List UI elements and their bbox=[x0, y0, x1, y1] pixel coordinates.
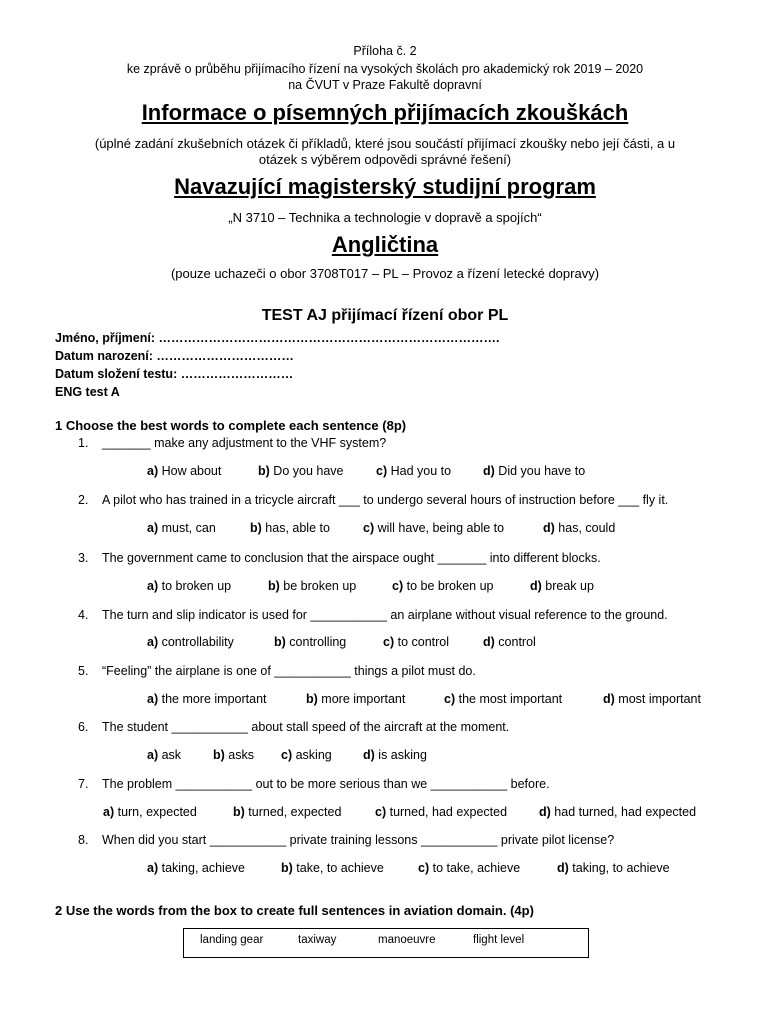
option-text: Do you have bbox=[269, 464, 344, 478]
answer-option[interactable] bbox=[147, 464, 221, 478]
faculty-line: na ČVUT v Praze Fakultě dopravní bbox=[288, 78, 482, 92]
answer-option[interactable] bbox=[444, 692, 562, 706]
option-letter: b) bbox=[213, 748, 225, 762]
answer-option[interactable] bbox=[250, 521, 330, 535]
question-text: The turn and slip indicator is used for ___________ an airplane without visual reference to the ground. bbox=[102, 608, 668, 622]
section-2-heading: 2 Use the words from the box to create full sentences in aviation domain. (4p) bbox=[55, 903, 534, 918]
option-letter: a) bbox=[147, 692, 159, 706]
option-text: has, able to bbox=[261, 521, 330, 535]
question-text: A pilot who has trained in a tricycle aircraft ___ to undergo several hours of instruction before ___ fly it. bbox=[102, 493, 669, 507]
option-text: most important bbox=[614, 692, 701, 706]
box-word: manoeuvre bbox=[378, 934, 436, 946]
option-letter: b) bbox=[250, 521, 262, 535]
question-text: The student ___________ about stall speed of the aircraft at the moment. bbox=[102, 720, 510, 734]
question-text: “Feeling” the airplane is one of ___________ things a pilot must do. bbox=[102, 664, 476, 678]
option-text: controlling bbox=[285, 635, 347, 649]
option-text: take, to achieve bbox=[292, 861, 384, 875]
answer-option[interactable] bbox=[147, 748, 181, 762]
answer-option[interactable] bbox=[147, 861, 245, 875]
option-text: ask bbox=[158, 748, 182, 762]
option-letter: b) bbox=[268, 579, 280, 593]
answer-option[interactable] bbox=[233, 805, 341, 819]
note-applicants: (pouze uchazeči o obor 3708T017 – PL – Provoz a řízení letecké dopravy) bbox=[170, 266, 600, 281]
test-date-field: Datum složení testu: ……………………… bbox=[55, 367, 294, 381]
option-letter: c) bbox=[418, 861, 430, 875]
answer-option[interactable] bbox=[539, 805, 696, 819]
answer-option[interactable] bbox=[274, 635, 346, 649]
option-letter: a) bbox=[147, 861, 159, 875]
option-text: control bbox=[494, 635, 536, 649]
question-number: 1. bbox=[78, 436, 89, 450]
question-text: _______ make any adjustment to the VHF system? bbox=[102, 436, 387, 450]
option-text: had turned, had expected bbox=[550, 805, 697, 819]
option-letter: a) bbox=[147, 748, 159, 762]
answer-option[interactable] bbox=[543, 521, 615, 535]
question-number: 6. bbox=[78, 720, 89, 734]
answer-option[interactable] bbox=[603, 692, 701, 706]
option-text: controllability bbox=[158, 635, 234, 649]
option-letter: d) bbox=[557, 861, 569, 875]
option-letter: b) bbox=[258, 464, 270, 478]
option-letter: d) bbox=[543, 521, 555, 535]
answer-option[interactable] bbox=[147, 692, 267, 706]
option-text: is asking bbox=[374, 748, 427, 762]
answer-option[interactable] bbox=[392, 579, 493, 593]
answer-option[interactable] bbox=[530, 579, 594, 593]
option-text: taking, to achieve bbox=[568, 861, 670, 875]
report-line: ke zprávě o průběhu přijímacího řízení na vysokých školách pro akademický rok 2019 – 2020 bbox=[126, 62, 644, 76]
answer-option[interactable] bbox=[306, 692, 405, 706]
option-letter: b) bbox=[306, 692, 318, 706]
option-letter: a) bbox=[147, 635, 159, 649]
option-letter: b) bbox=[274, 635, 286, 649]
answer-option[interactable] bbox=[258, 464, 343, 478]
option-letter: c) bbox=[281, 748, 293, 762]
option-text: Did you have to bbox=[494, 464, 586, 478]
box-word: flight level bbox=[473, 934, 525, 946]
name-field: Jméno, příjmení: ………………………………………………………………………. bbox=[55, 331, 500, 345]
option-letter: c) bbox=[383, 635, 395, 649]
answer-option[interactable] bbox=[363, 521, 504, 535]
answer-option[interactable] bbox=[418, 861, 520, 875]
answer-option[interactable] bbox=[281, 861, 384, 875]
program-code: „N 3710 – Technika a technologie v dopravě a spojích“ bbox=[228, 210, 542, 225]
option-letter: c) bbox=[375, 805, 387, 819]
note-full-assignment: (úplné zadání zkušebních otázek či příkladů, které jsou součástí přijímací zkoušky nebo její části, a u bbox=[94, 136, 676, 151]
option-letter: d) bbox=[363, 748, 375, 762]
option-text: more important bbox=[317, 692, 406, 706]
question-number: 8. bbox=[78, 833, 89, 847]
option-letter: d) bbox=[483, 464, 495, 478]
option-letter: d) bbox=[483, 635, 495, 649]
option-text: to control bbox=[394, 635, 450, 649]
answer-option[interactable] bbox=[147, 579, 231, 593]
option-text: break up bbox=[541, 579, 594, 593]
title-exam-info: Informace o písemných přijímacích zkouškách bbox=[141, 100, 629, 125]
option-text: turn, expected bbox=[114, 805, 197, 819]
question-text: The problem ___________ out to be more serious than we ___________ before. bbox=[102, 777, 550, 791]
test-variant: ENG test A bbox=[55, 385, 120, 399]
question-text: The government came to conclusion that the airspace ought _______ into different blocks. bbox=[102, 551, 601, 565]
answer-option[interactable] bbox=[147, 521, 216, 535]
appendix-label: Příloha č. 2 bbox=[353, 44, 417, 58]
answer-option[interactable] bbox=[147, 635, 234, 649]
answer-option[interactable] bbox=[383, 635, 449, 649]
option-text: taking, achieve bbox=[158, 861, 245, 875]
option-text: to broken up bbox=[158, 579, 232, 593]
question-number: 5. bbox=[78, 664, 89, 678]
answer-option[interactable] bbox=[375, 805, 507, 819]
option-letter: b) bbox=[233, 805, 245, 819]
test-title: TEST AJ přijímací řízení obor PL bbox=[261, 307, 509, 324]
option-letter: d) bbox=[603, 692, 615, 706]
question-text: When did you start ___________ private training lessons ___________ private pilot license? bbox=[102, 833, 615, 847]
option-text: has, could bbox=[554, 521, 616, 535]
dob-field: Datum narození: …………………………… bbox=[55, 349, 294, 363]
option-text: turned, expected bbox=[244, 805, 342, 819]
option-letter: a) bbox=[147, 579, 159, 593]
option-text: to be broken up bbox=[403, 579, 494, 593]
section-1-heading: 1 Choose the best words to complete each sentence (8p) bbox=[55, 418, 407, 433]
option-letter: a) bbox=[147, 464, 159, 478]
option-letter: c) bbox=[376, 464, 388, 478]
answer-option[interactable] bbox=[483, 635, 536, 649]
option-text: to take, achieve bbox=[429, 861, 521, 875]
answer-option[interactable] bbox=[103, 805, 197, 819]
option-text: asking bbox=[292, 748, 332, 762]
answer-option[interactable] bbox=[268, 579, 356, 593]
answer-option[interactable] bbox=[213, 748, 254, 762]
answer-option[interactable] bbox=[557, 861, 670, 875]
question-number: 3. bbox=[78, 551, 89, 565]
option-text: will have, being able to bbox=[374, 521, 505, 535]
option-letter: c) bbox=[392, 579, 404, 593]
option-text: must, can bbox=[158, 521, 216, 535]
box-word: landing gear bbox=[200, 934, 264, 946]
answer-option[interactable] bbox=[281, 748, 332, 762]
answer-option[interactable] bbox=[363, 748, 427, 762]
option-letter: c) bbox=[363, 521, 375, 535]
note-full-assignment-2: otázek s výběrem odpovědi správné řešení) bbox=[258, 152, 512, 167]
title-subject: Angličtina bbox=[331, 232, 439, 257]
option-letter: c) bbox=[444, 692, 456, 706]
option-letter: d) bbox=[539, 805, 551, 819]
box-word: taxiway bbox=[298, 934, 337, 946]
option-letter: b) bbox=[281, 861, 293, 875]
option-text: Had you to bbox=[387, 464, 452, 478]
option-letter: d) bbox=[530, 579, 542, 593]
title-program: Navazující magisterský studijní program bbox=[174, 174, 596, 199]
answer-option[interactable] bbox=[483, 464, 585, 478]
option-letter: a) bbox=[147, 521, 159, 535]
question-number: 7. bbox=[78, 777, 89, 791]
option-letter: a) bbox=[103, 805, 115, 819]
option-text: turned, had expected bbox=[386, 805, 508, 819]
question-number: 4. bbox=[78, 608, 89, 622]
answer-option[interactable] bbox=[376, 464, 451, 478]
option-text: be broken up bbox=[279, 579, 357, 593]
option-text: How about bbox=[158, 464, 222, 478]
option-text: the more important bbox=[158, 692, 267, 706]
question-number: 2. bbox=[78, 493, 89, 507]
option-text: the most important bbox=[455, 692, 563, 706]
option-text: asks bbox=[224, 748, 254, 762]
